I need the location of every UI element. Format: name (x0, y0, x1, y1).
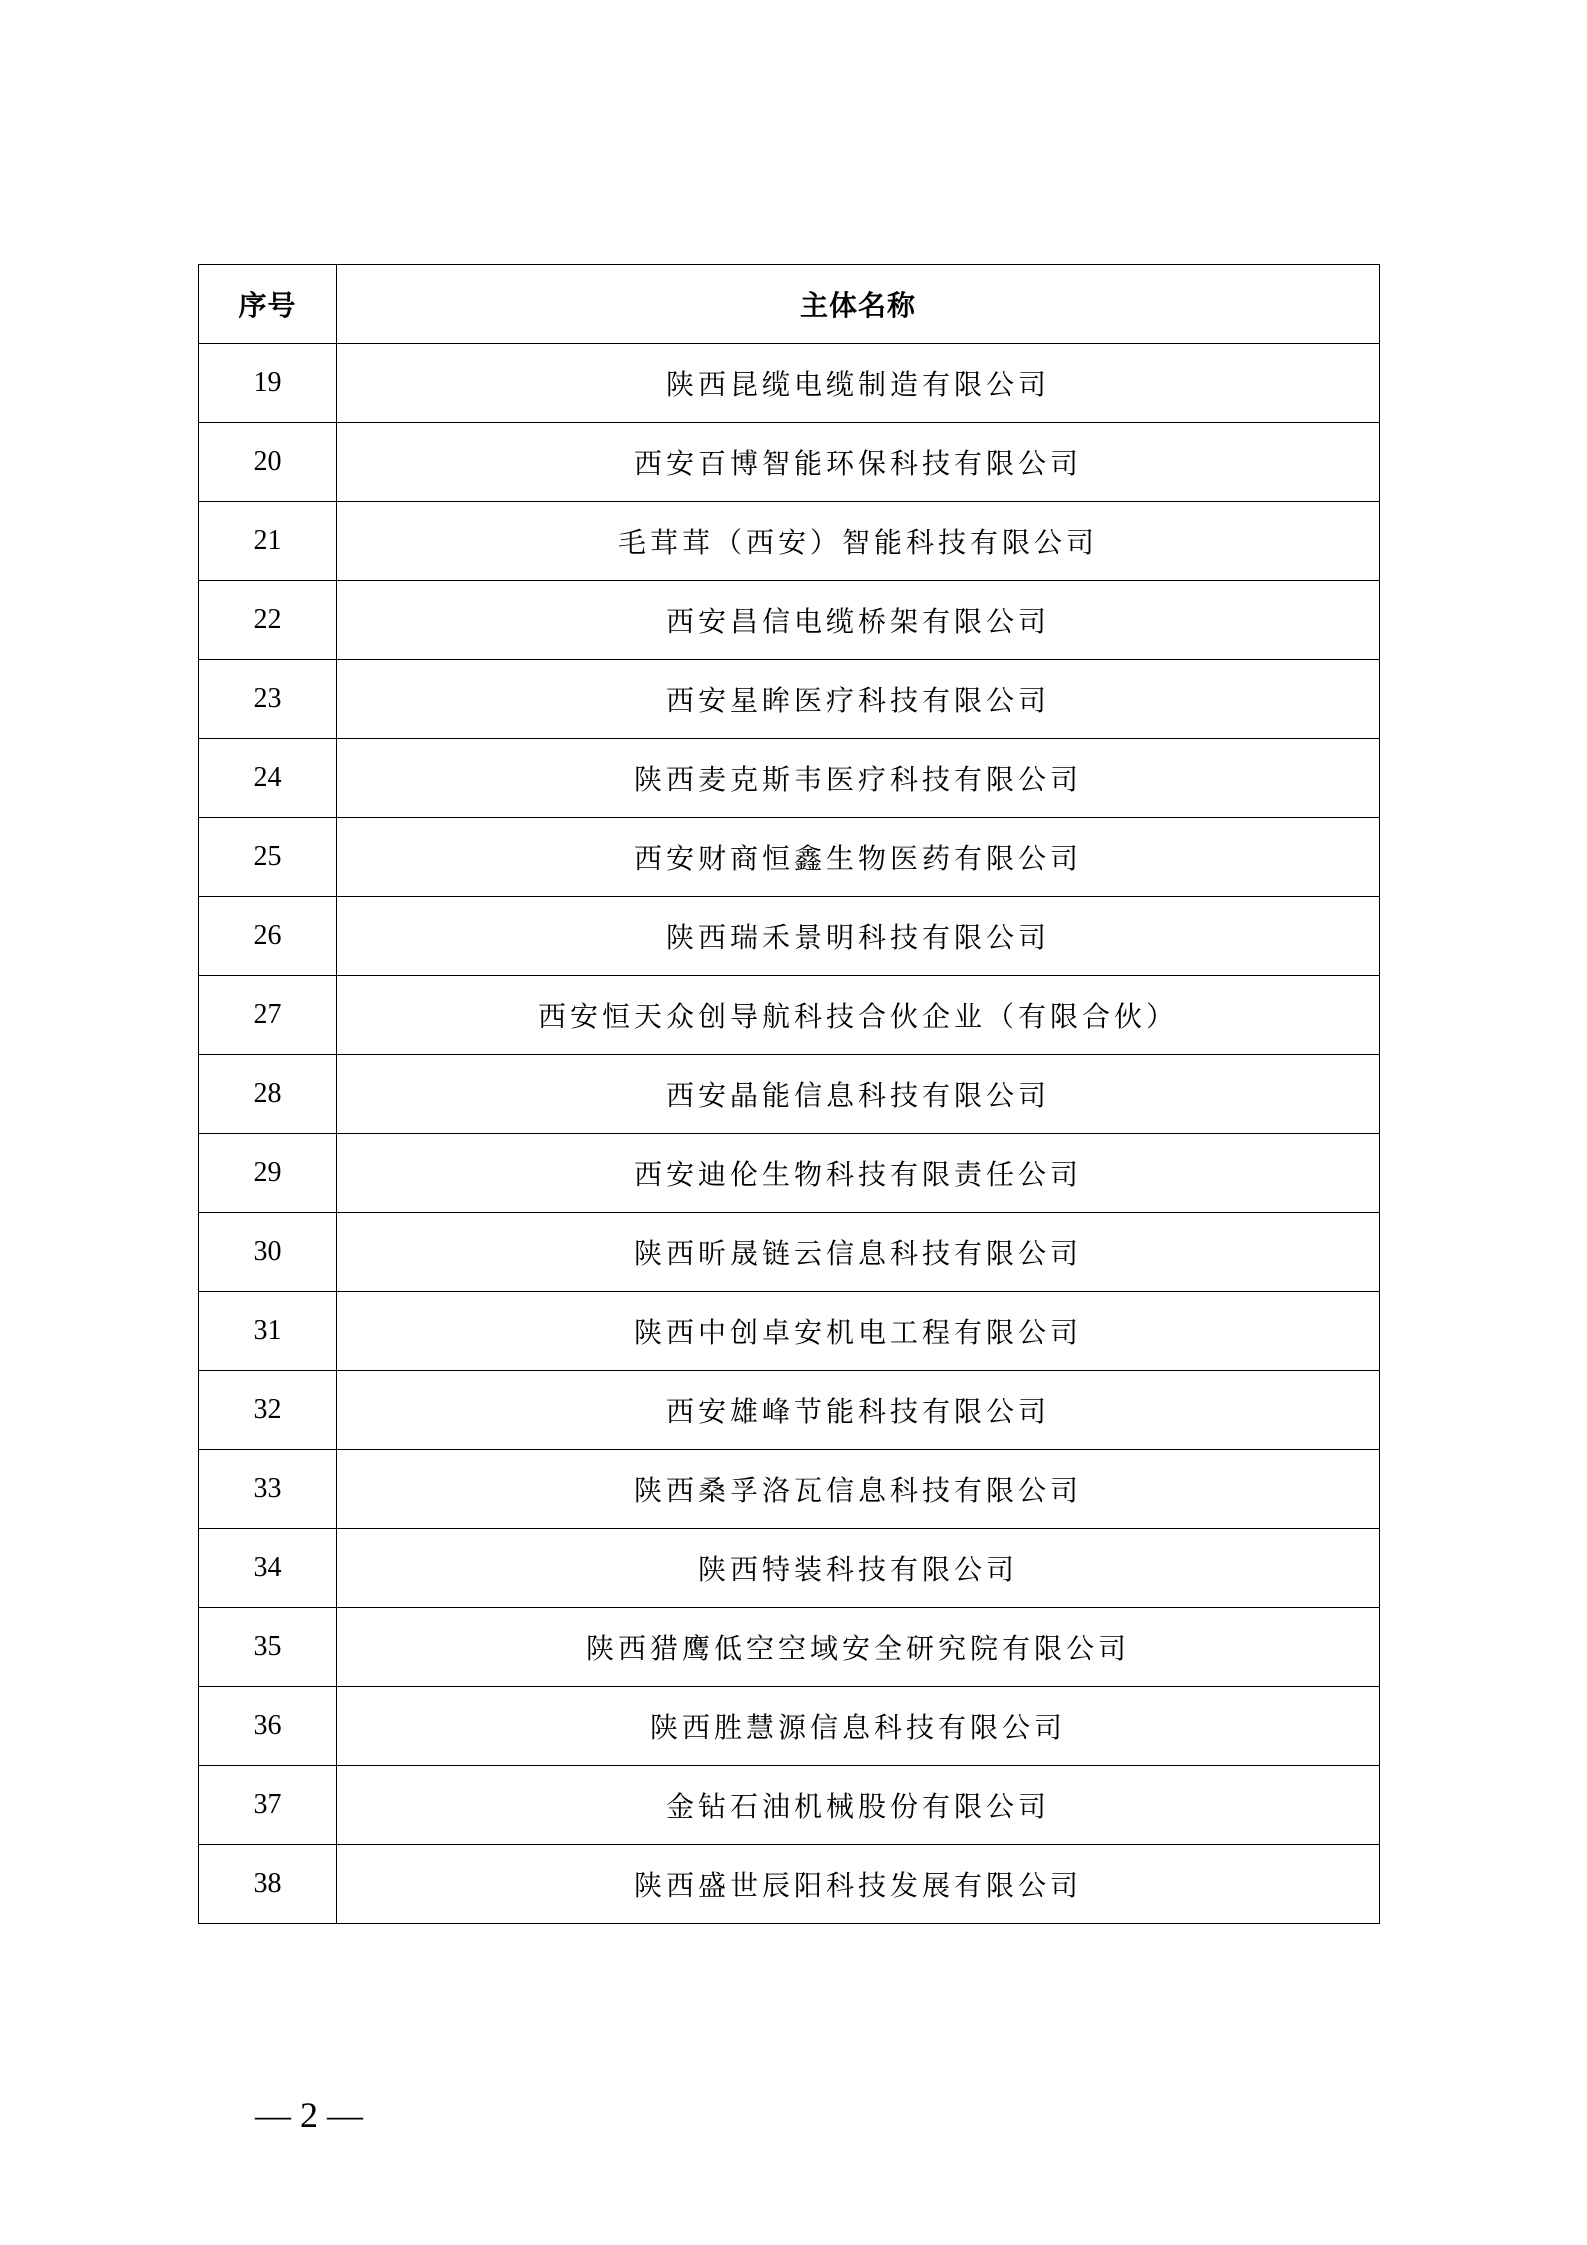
row-entity-name: 西安迪伦生物科技有限责任公司 (337, 1134, 1380, 1213)
table-row (199, 1608, 1380, 1687)
table-row (199, 1450, 1380, 1529)
row-number: 34 (199, 1529, 337, 1608)
row-entity-name: 西安百博智能环保科技有限公司 (337, 423, 1380, 502)
row-entity-name: 陕西昕晟链云信息科技有限公司 (337, 1213, 1380, 1292)
row-number: 27 (199, 976, 337, 1055)
table-row (199, 344, 1380, 423)
row-number: 23 (199, 660, 337, 739)
row-entity-name: 西安星眸医疗科技有限公司 (337, 660, 1380, 739)
header-entity-name: 主体名称 (337, 265, 1380, 344)
row-entity-name: 陕西胜慧源信息科技有限公司 (337, 1687, 1380, 1766)
row-number: 19 (199, 344, 337, 423)
table-row (199, 1371, 1380, 1450)
row-number: 37 (199, 1766, 337, 1845)
page-number: — 2 — (255, 2095, 363, 2135)
table-row (199, 1529, 1380, 1608)
row-number: 24 (199, 739, 337, 818)
row-number: 22 (199, 581, 337, 660)
row-entity-name: 陕西昆缆电缆制造有限公司 (337, 344, 1380, 423)
row-entity-name: 西安昌信电缆桥架有限公司 (337, 581, 1380, 660)
table-row (199, 1213, 1380, 1292)
table-row (199, 1134, 1380, 1213)
row-entity-name: 陕西麦克斯韦医疗科技有限公司 (337, 739, 1380, 818)
table-body (199, 344, 1380, 1924)
row-entity-name: 西安雄峰节能科技有限公司 (337, 1371, 1380, 1450)
table-row (199, 581, 1380, 660)
row-number: 21 (199, 502, 337, 581)
row-entity-name: 西安晶能信息科技有限公司 (337, 1055, 1380, 1134)
row-number: 28 (199, 1055, 337, 1134)
row-entity-name: 陕西盛世辰阳科技发展有限公司 (337, 1845, 1380, 1924)
table-row (199, 502, 1380, 581)
company-list-table (198, 264, 1380, 1924)
row-number: 26 (199, 897, 337, 976)
row-number: 36 (199, 1687, 337, 1766)
table-row (199, 976, 1380, 1055)
table-row (199, 660, 1380, 739)
row-number: 33 (199, 1450, 337, 1529)
table-row (199, 1766, 1380, 1845)
row-entity-name: 西安财商恒鑫生物医药有限公司 (337, 818, 1380, 897)
row-number: 38 (199, 1845, 337, 1924)
table-row (199, 1845, 1380, 1924)
row-number: 32 (199, 1371, 337, 1450)
row-entity-name: 陕西瑞禾景明科技有限公司 (337, 897, 1380, 976)
table-row (199, 1055, 1380, 1134)
row-number: 35 (199, 1608, 337, 1687)
header-number: 序号 (199, 265, 337, 344)
table-row (199, 423, 1380, 502)
table-row (199, 1687, 1380, 1766)
row-entity-name: 西安恒天众创导航科技合伙企业（有限合伙） (337, 976, 1380, 1055)
row-number: 29 (199, 1134, 337, 1213)
row-entity-name: 金钻石油机械股份有限公司 (337, 1766, 1380, 1845)
row-number: 30 (199, 1213, 337, 1292)
table-row (199, 739, 1380, 818)
row-number: 31 (199, 1292, 337, 1371)
row-entity-name: 陕西桑孚洛瓦信息科技有限公司 (337, 1450, 1380, 1529)
table-header-row (199, 265, 1380, 344)
table-row (199, 897, 1380, 976)
row-number: 25 (199, 818, 337, 897)
row-entity-name: 陕西中创卓安机电工程有限公司 (337, 1292, 1380, 1371)
row-entity-name: 陕西特装科技有限公司 (337, 1529, 1380, 1608)
row-entity-name: 毛茸茸（西安）智能科技有限公司 (337, 502, 1380, 581)
table-row (199, 818, 1380, 897)
table-row (199, 1292, 1380, 1371)
row-number: 20 (199, 423, 337, 502)
row-entity-name: 陕西猎鹰低空空域安全研究院有限公司 (337, 1608, 1380, 1687)
